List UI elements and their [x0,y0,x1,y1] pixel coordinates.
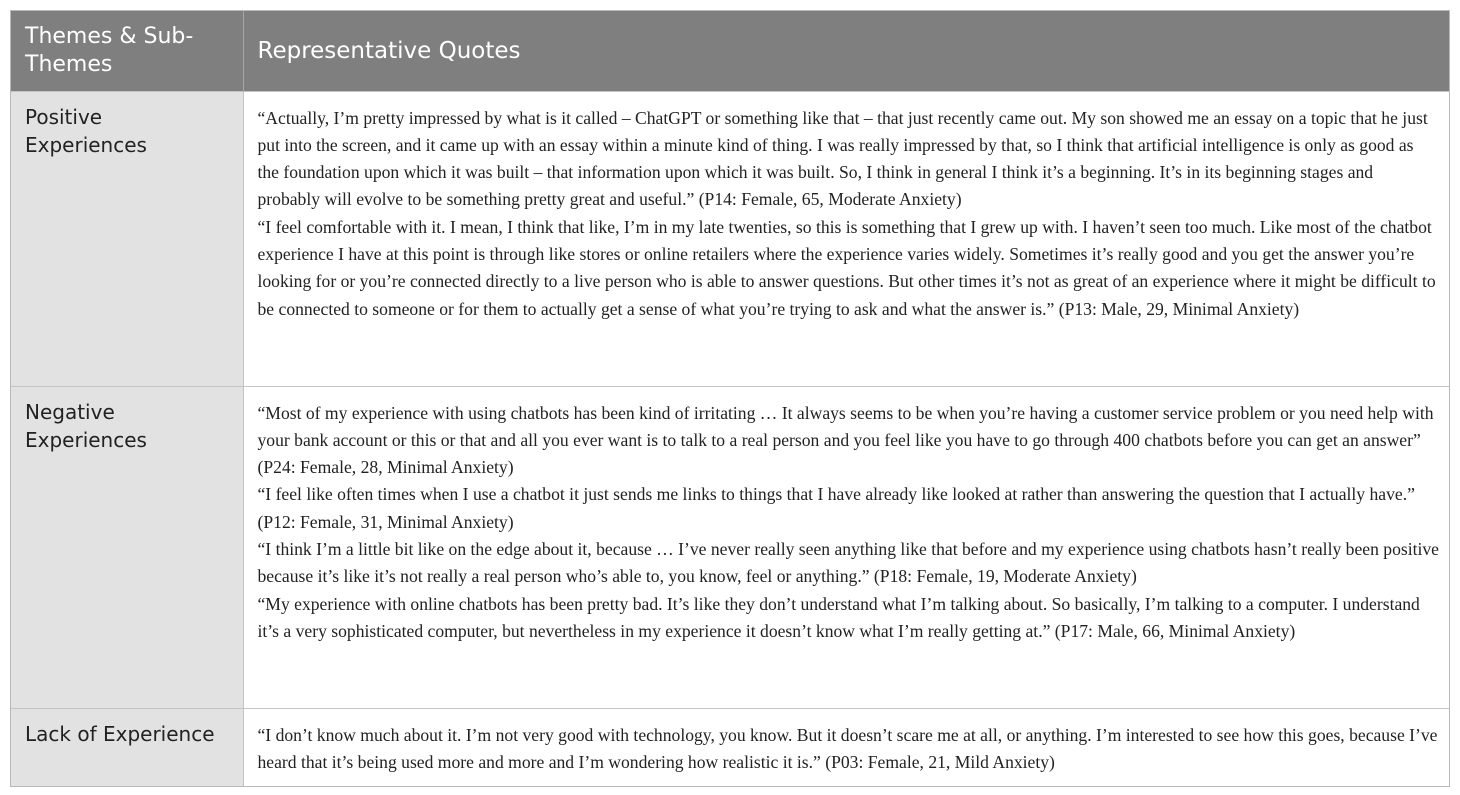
quotes-cell [243,91,1449,386]
quote-text: “I don’t know much about it. I’m not very good with technology, you know. But it doesn’t scare me at all, or anything. I’m interested to see how this goes, because I’ve heard that it’s being used more and more and I’m wondering how realistic it is.” (P03: Female, 21, Mild Anxiety) [257,724,1438,772]
quote-text: “My experience with online chatbots has been pretty bad. It’s like they don’t understand what I’m talking about. So basically, I’m talking to a computer. I understand it’s a very sophisticated computer, but nevertheless in my experience it doesn’t know what I’m really getting at.” (P17: Male, 66, Minimal Anxiety) [257,593,1420,641]
quote-text: “Actually, I’m pretty impressed by what is it called – ChatGPT or something like that – that just recently came out. My son showed me an essay on a topic that he just put into the screen, and it came up with an essay within a minute kind of thing. I was really impressed by that, so I think that artificial intelligence is only as good as the foundation upon which it was built – that information upon which it was built. So, I think in general I think it’s a beginning. It’s in its beginning stages and probably will evolve to be something pretty great and useful.” (P14: Female, 65, Moderate Anxiety) [257,107,1428,210]
table-header-row [11,11,1449,91]
quote-text: “I feel comfortable with it. I mean, I think that like, I’m in my late twenties, so this is something that I grew up with. I haven’t seen too much. Like most of the chatbot experience I have at this point is through like stores or online retailers where the experience varies widely. Sometimes it’s really good and you get the answer you’re looking for or you’re connected directly to a live person who is able to answer questions. But other times it’s not as great of an experience where it might be difficult to be connected to someone or for them to actually get a sense of what you’re trying to ask and what the answer is.” (P13: Male, 29, Minimal Anxiety) [257,216,1436,319]
themes-table-container [10,10,1450,787]
table-row [11,91,1449,386]
themes-quotes-table [11,11,1449,786]
table-row [11,708,1449,786]
quotes-cell [243,386,1449,708]
quote-text: “Most of my experience with using chatbots has been kind of irritating … It always seems to be when you’re having a customer service problem or you need help with your bank account or this or that and all you ever want is to talk to a real person and you feel like you have to go through 400 chatbots before you can get an answer” (P24: Female, 28, Minimal Anxiety) [257,402,1434,478]
header-quotes: Representative Quotes [243,11,1449,91]
theme-cell: Positive Experiences [11,91,243,386]
table-row [11,386,1449,708]
theme-cell: Negative Experiences [11,386,243,708]
quote-text: “I think I’m a little bit like on the edge about it, because … I’ve never really seen anything like that before and my experience using chatbots hasn’t really been positive because it’s like it’s not really a real person who’s able to, you know, feel or anything.” (P18: Female, 19, Moderate Anxiety) [257,538,1439,587]
header-themes: Themes & Sub-Themes [11,11,243,91]
quotes-cell [243,708,1449,786]
theme-cell: Lack of Experience [11,708,243,786]
quote-text: “I feel like often times when I use a chatbot it just sends me links to things that I have already like looked at rather than answering the question that I actually have.” (P12: Female, 31, Minimal Anxiety) [257,484,1415,532]
